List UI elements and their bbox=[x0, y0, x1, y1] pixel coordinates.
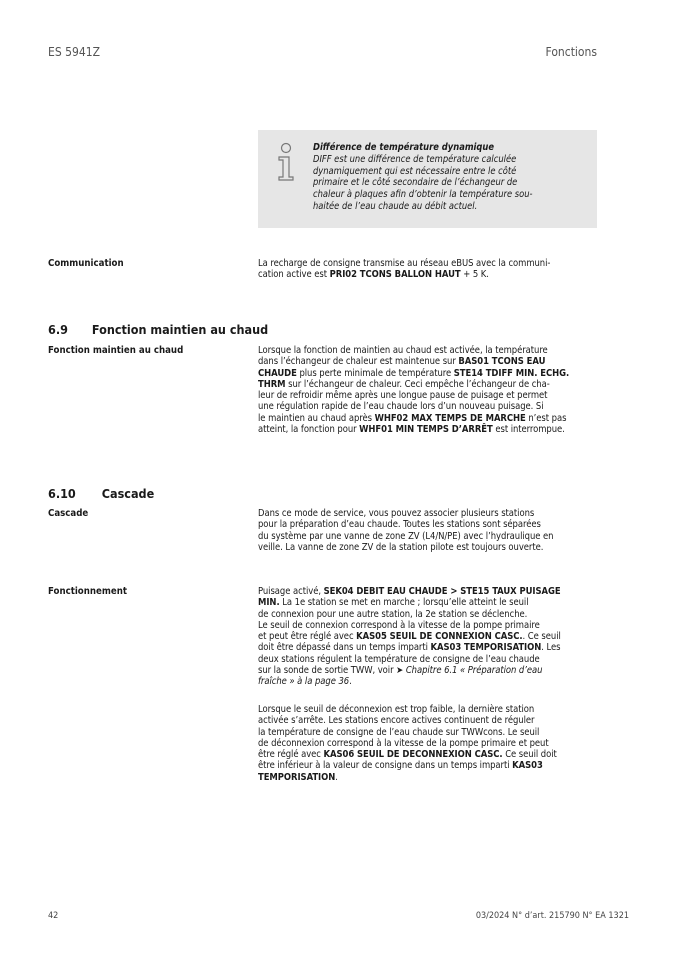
text-line: MIN. La 1e station se met en marche ; lorsqu’elle atteint le seuil bbox=[258, 597, 529, 609]
text-line: activée s’arrête. Les stations encore actives continuent de réguler bbox=[258, 715, 535, 727]
chapter-link[interactable]: Chapitre 6.1 « Préparation d’eau bbox=[405, 665, 543, 677]
note-line: dynamiquement qui est nécessaire entre le côté bbox=[313, 165, 517, 177]
fonctionnement-label: Fonctionnement bbox=[48, 586, 127, 597]
text-line: deux stations régulent la température de consigne de l’eau chaude bbox=[258, 653, 540, 665]
chapter-link[interactable]: fraîche » à la page 36 bbox=[258, 676, 350, 688]
text-line: TEMPORISATION. bbox=[258, 771, 338, 783]
text-line: la température de consigne de l’eau chaude sur TWWcons. Le seuil bbox=[258, 726, 540, 738]
info-note bbox=[258, 130, 597, 228]
text-line: La recharge de consigne transmise au réseau eBUS avec la communi- bbox=[258, 258, 551, 269]
text-line: CHAUDE plus perte minimale de température STE14 TDIFF MIN. ECHG. bbox=[258, 367, 570, 379]
note-line: primaire et le côté secondaire de l’échangeur de bbox=[313, 177, 518, 189]
fonctionnement-text-p2 bbox=[258, 704, 600, 783]
text-line: Puisage activé, SEK04 DEBIT EAU CHAUDE > STE15 TAUX PUISAGE bbox=[258, 586, 561, 597]
text-line: de connexion pour une autre station, la 2e station se déclenche. bbox=[258, 608, 528, 620]
link-arrow-icon: ➤ bbox=[396, 665, 404, 677]
communication-label: Communication bbox=[48, 258, 124, 269]
maintien-text bbox=[258, 345, 600, 435]
note-text bbox=[313, 142, 591, 213]
text-line: du système par une vanne de zone ZV (L4/N/PE) avec l’hydraulique en bbox=[258, 530, 554, 542]
text-line: être réglé avec KAS06 SEUIL DE DECONNEXION CASC. Ce seuil doit bbox=[258, 749, 557, 761]
section-6-9-heading bbox=[48, 322, 268, 337]
header-doc-code: ES 5941Z bbox=[48, 45, 100, 59]
communication-text bbox=[258, 258, 600, 281]
text-line: doit être dépassé dans un temps imparti KAS03 TEMPORISATION. Les bbox=[258, 642, 561, 654]
text-line: et peut être réglé avec KAS05 SEUIL DE CONNEXION CASC.. Ce seuil bbox=[258, 631, 561, 643]
text-line: veille. La vanne de zone ZV de la station pilote est toujours ouverte. bbox=[258, 541, 544, 553]
text-line: une régulation rapide de l’eau chaude lors d’un nouveau puisage. Si bbox=[258, 401, 544, 413]
note-line: DIFF est une différence de température calculée bbox=[313, 153, 517, 165]
cascade-label: Cascade bbox=[48, 508, 89, 519]
section-number: 6.9 bbox=[48, 322, 68, 337]
note-line: haitée de l’eau chaude au débit actuel. bbox=[313, 200, 478, 212]
text-line: sur la sonde de sortie TWW, voir ➤ Chapitre 6.1 « Préparation d’eau bbox=[258, 665, 543, 677]
text-line: leur de refroidir même après une longue pause de puisage et permet bbox=[258, 390, 548, 402]
text-line: THRM sur l’échangeur de chaleur. Ceci empêche l’échangeur de cha- bbox=[258, 378, 550, 390]
text-line: être inférieur à la valeur de consigne dans un temps imparti KAS03 bbox=[258, 760, 543, 772]
section-number: 6.10 bbox=[48, 486, 76, 501]
text-line: de déconnexion correspond à la vitesse de la pompe primaire et peut bbox=[258, 737, 549, 749]
text-line: atteint, la fonction pour WHF01 MIN TEMPS D’ARRÊT est interrompue. bbox=[258, 424, 565, 436]
section-6-10-heading bbox=[48, 486, 154, 501]
footer-info: 03/2024 N° d’art. 215790 N° EA 1321 bbox=[475, 911, 629, 921]
text-line: le maintien au chaud après WHF02 MAX TEMPS DE MARCHE n’est pas bbox=[258, 412, 567, 424]
info-icon bbox=[274, 142, 298, 182]
section-title: Fonction maintien au chaud bbox=[91, 322, 269, 337]
text-line: fraîche » à la page 36. bbox=[258, 676, 352, 688]
header-chapter: Fonctions bbox=[545, 45, 597, 59]
text-line: Lorsque la fonction de maintien au chaud est activée, la température bbox=[258, 345, 548, 356]
text-line: dans l’échangeur de chaleur est maintenue sur BAS01 TCONS EAU bbox=[258, 356, 546, 368]
text-line: cation active est PRI02 TCONS BALLON HAUT + 5 K. bbox=[258, 269, 489, 281]
maintien-label: Fonction maintien au chaud bbox=[48, 345, 184, 356]
text-line: Dans ce mode de service, vous pouvez associer plusieurs stations bbox=[258, 508, 535, 519]
text-line: pour la préparation d’eau chaude. Toutes les stations sont séparées bbox=[258, 519, 541, 531]
note-line: chaleur à plaques afin d’obtenir la température sou- bbox=[313, 189, 533, 201]
text-line: Le seuil de connexion correspond à la vitesse de la pompe primaire bbox=[258, 619, 540, 631]
text-line: Lorsque le seuil de déconnexion est trop faible, la dernière station bbox=[258, 704, 535, 715]
page-number: 42 bbox=[48, 911, 59, 921]
cascade-text bbox=[258, 508, 600, 553]
fonctionnement-text-p1 bbox=[258, 586, 600, 688]
note-title: Différence de température dynamique bbox=[313, 142, 495, 153]
section-title: Cascade bbox=[101, 486, 155, 501]
